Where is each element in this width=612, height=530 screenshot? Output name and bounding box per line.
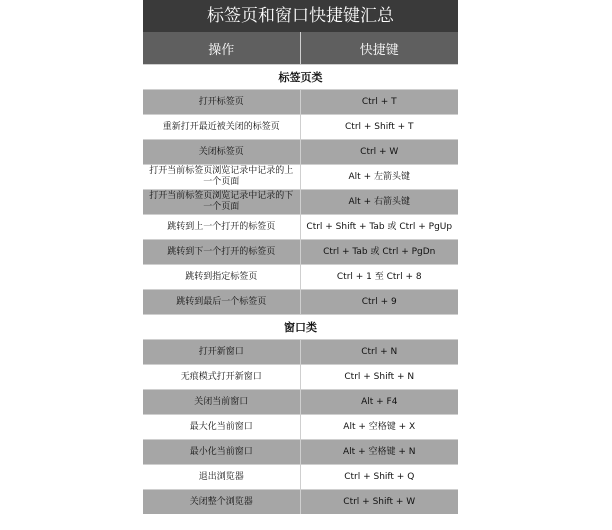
shortcut-cell: Ctrl + Shift + N (300, 365, 458, 390)
action-cell: 最大化当前窗口 (143, 415, 300, 440)
shortcut-cell: Ctrl + 1 至 Ctrl + 8 (300, 265, 458, 290)
shortcut-cell: Ctrl + Shift + Tab 或 Ctrl + PgUp (300, 215, 458, 240)
table-header-row (143, 32, 458, 65)
table-row (143, 190, 458, 215)
shortcut-cell: Ctrl + Shift + Q (300, 465, 458, 490)
sheet-title: 标签页和窗口快捷键汇总 (143, 0, 458, 32)
table-row (143, 165, 458, 190)
action-cell: 关闭整个浏览器 (143, 490, 300, 515)
table-row (143, 465, 458, 490)
action-cell: 打开新窗口 (143, 340, 300, 365)
table-row (143, 115, 458, 140)
action-cell: 打开标签页 (143, 90, 300, 115)
shortcut-cell: Alt + 空格键 + N (300, 440, 458, 465)
header-shortcut: 快捷键 (300, 32, 458, 65)
shortcut-table (143, 32, 458, 514)
shortcut-cell: Alt + F4 (300, 390, 458, 415)
action-cell: 关闭标签页 (143, 140, 300, 165)
shortcut-cell: Alt + 右箭头键 (300, 190, 458, 215)
shortcut-cell: Ctrl + 9 (300, 290, 458, 315)
action-cell: 关闭当前窗口 (143, 390, 300, 415)
action-cell: 跳转到最后一个标签页 (143, 290, 300, 315)
action-cell: 跳转到下一个打开的标签页 (143, 240, 300, 265)
table-row (143, 340, 458, 365)
section-title: 窗口类 (143, 315, 458, 340)
shortcut-cell: Ctrl + Shift + W (300, 490, 458, 515)
shortcut-sheet (143, 0, 458, 530)
shortcut-cell: Ctrl + W (300, 140, 458, 165)
table-row (143, 490, 458, 515)
table-row (143, 215, 458, 240)
table-row (143, 90, 458, 115)
table-row (143, 140, 458, 165)
shortcut-cell: Ctrl + N (300, 340, 458, 365)
section-row-windows (143, 315, 458, 340)
shortcut-cell: Ctrl + Shift + T (300, 115, 458, 140)
action-cell: 跳转到指定标签页 (143, 265, 300, 290)
table-row (143, 265, 458, 290)
action-cell: 打开当前标签页浏览记录中记录的下一个页面 (143, 190, 300, 215)
section-row-tabs (143, 65, 458, 90)
table-row (143, 415, 458, 440)
action-cell: 退出浏览器 (143, 465, 300, 490)
shortcut-cell: Ctrl + Tab 或 Ctrl + PgDn (300, 240, 458, 265)
action-cell: 最小化当前窗口 (143, 440, 300, 465)
shortcut-cell: Alt + 空格键 + X (300, 415, 458, 440)
section-title: 标签页类 (143, 65, 458, 90)
shortcut-cell: Alt + 左箭头键 (300, 165, 458, 190)
action-cell: 打开当前标签页浏览记录中记录的上一个页面 (143, 165, 300, 190)
table-row (143, 440, 458, 465)
header-action: 操作 (143, 32, 300, 65)
table-row (143, 365, 458, 390)
action-cell: 无痕模式打开新窗口 (143, 365, 300, 390)
table-row (143, 290, 458, 315)
table-row (143, 390, 458, 415)
table-row (143, 240, 458, 265)
shortcut-cell: Ctrl + T (300, 90, 458, 115)
action-cell: 跳转到上一个打开的标签页 (143, 215, 300, 240)
action-cell: 重新打开最近被关闭的标签页 (143, 115, 300, 140)
